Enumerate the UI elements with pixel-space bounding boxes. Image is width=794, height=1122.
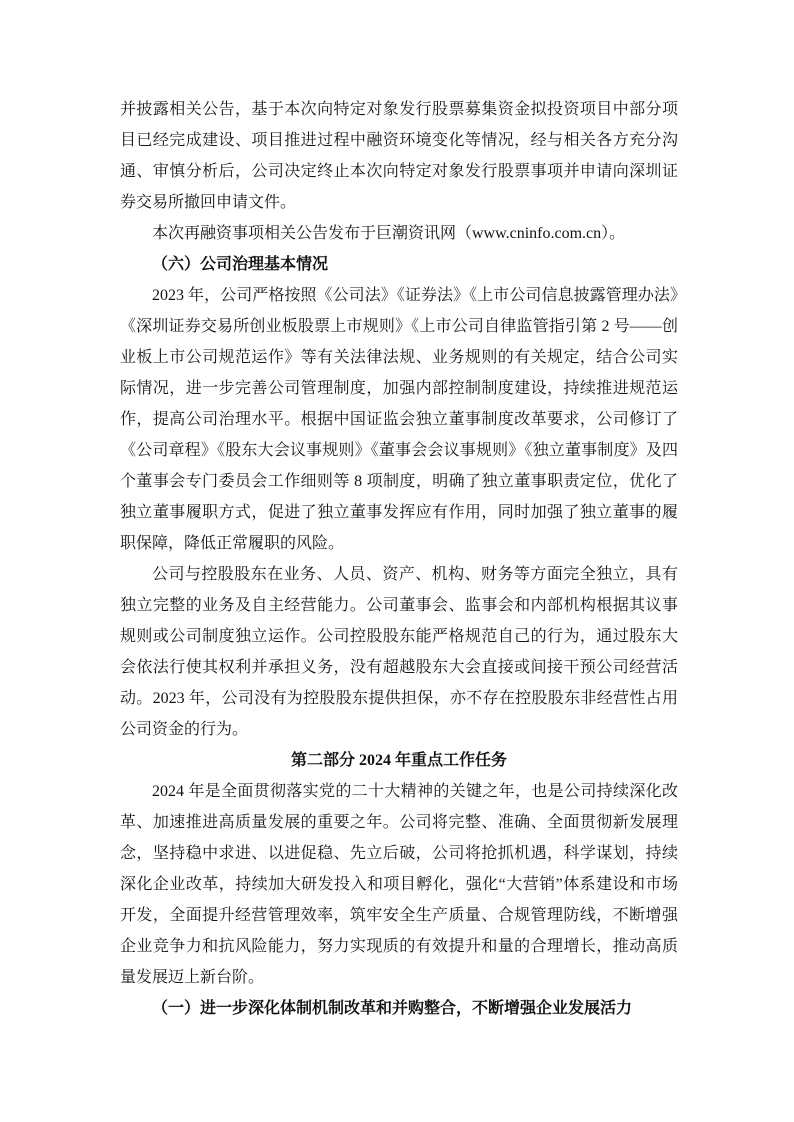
- paragraph-termination-of-offering: 并披露相关公告，基于本次向特定对象发行股票募集资金拟投资项目中部分项目已经完成建设、项目推进过程中融资环境变化等情况，经与相关各方充分沟通、审慎分析后，公司决定终止本次向特定对象发行股票事项并申请向深圳证券交易所撤回申请文件。: [120, 101, 678, 211]
- document-content: [120, 94, 678, 1024]
- paragraph-governance-2023: 2023 年，公司严格按照《公司法》《证券法》《上市公司信息披露管理办法》《深圳证券交易所创业板股票上市规则》《上市公司自律监管指引第 2 号——创业板上市公司规范运作》等有关法律法规、业务规则的有关规定，结合公司实际情况，进一步完善公司管理制度，加强内部控制制度建设，持续推进规范运作，提高公司治理水平。根据中国证监会独立董事制度改革要求，公司修订了《公司章程》《股东大会议事规则》《董事会会议事规则》《独立董事制度》及四个董事会专门委员会工作细则等 8 项制度，明确了独立董事职责定位，优化了独立董事履职方式，促进了独立董事发挥应有作用，同时加强了独立董事的履职保障，降低正常履职的风险。: [120, 287, 678, 552]
- part-heading-2024-key-tasks: 第二部分 2024 年重点工作任务: [290, 752, 507, 769]
- section-heading-corporate-governance: （六）公司治理基本情况: [152, 256, 329, 273]
- paragraph-independence-from-controlling-shareholder: 公司与控股股东在业务、人员、资产、机构、财务等方面完全独立，具有独立完整的业务及自主经营能力。公司董事会、监事会和内部机构根据其议事规则或公司制度独立运作。公司控股股东能严格规范自己的行为，通过股东大会依法行使其权利并承担义务，没有超越股东大会直接或间接干预公司经营活动。2023 年，公司没有为控股股东提供担保，亦不存在控股股东非经营性占用公司资金的行为。: [120, 566, 678, 738]
- paragraph-2024-outlook: 2024 年是全面贯彻落实党的二十大精神的关键之年，也是公司持续深化改革、加速推进高质量发展的重要之年。公司将完整、准确、全面贯彻新发展理念，坚持稳中求进、以进促稳、先立后破，公司将抢抓机遇，科学谋划，持续深化企业改革，持续加大研发投入和项目孵化，强化“大营销”体系建设和市场开发，全面提升经营管理效率，筑牢安全生产质量、合规管理防线，不断增强企业竞争力和抗风险能力，努力实现质的有效提升和量的合理增长，推动高质量发展迈上新台阶。: [120, 783, 678, 986]
- section-heading-reform-and-ma-integration: （一）进一步深化体制机制改革和并购整合，不断增强企业发展活力: [152, 1000, 633, 1017]
- paragraph-refinancing-announcement: 本次再融资事项相关公告发布于巨潮资讯网（www.cninfo.com.cn）。: [152, 225, 626, 242]
